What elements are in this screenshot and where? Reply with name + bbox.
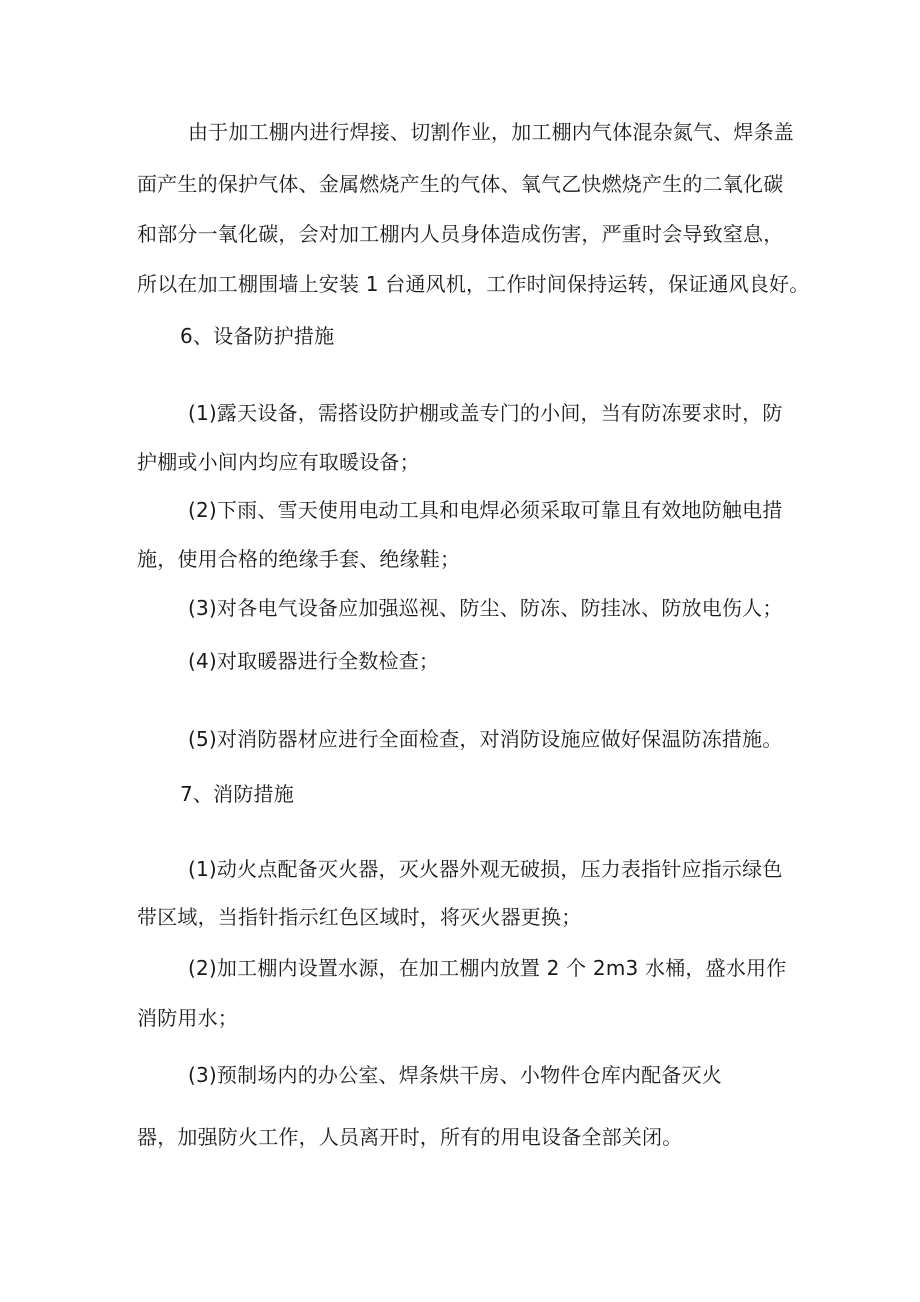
section-7-item-3-line-1: (3)预制场内的办公室、焊条烘干房、小物件仓库内配备灭火 bbox=[188, 1063, 722, 1087]
section-6-item-5: (5)对消防器材应进行全面检查，对消防设施应做好保温防冻措施。 bbox=[188, 727, 783, 751]
section-7-item-1-line-2: 带区域，当指针指示红色区域时，将灭火器更换； bbox=[137, 905, 582, 929]
intro-line-2: 面产生的保护气体、金属燃烧产生的气体、氧气乙快燃烧产生的二氧化碳 bbox=[137, 172, 784, 196]
section-7-item-2-line-1: (2)加工棚内设置水源，在加工棚内放置 2 个 2m3 水桶，盛水用作 bbox=[188, 956, 787, 980]
section-6-item-2-line-2: 施，使用合格的绝缘手套、绝缘鞋； bbox=[137, 547, 461, 571]
section-6-heading: 6、设备防护措施 bbox=[180, 324, 335, 348]
section-6-item-2-line-1: (2)下雨、雪天使用电动工具和电焊必须采取可靠且有效地防触电措 bbox=[188, 498, 783, 522]
section-7-item-2-line-2: 消防用水； bbox=[137, 1006, 238, 1030]
section-6-item-3: (3)对各电气设备应加强巡视、防尘、防冻、防挂冰、防放电伤人； bbox=[188, 596, 783, 620]
section-6-item-1-line-1: (1)露天设备，需搭设防护棚或盖专门的小间，当有防冻要求时，防 bbox=[188, 401, 783, 425]
section-6-item-4: (4)对取暖器进行全数检查； bbox=[188, 649, 440, 673]
intro-line-1: 由于加工棚内进行焊接、切割作业，加工棚内气体混杂氮气、焊条盖 bbox=[188, 120, 794, 144]
intro-line-3: 和部分一氧化碳，会对加工棚内人员身体造成伤害，严重时会导致窒息， bbox=[137, 222, 784, 246]
section-6-item-1-line-2: 护棚或小间内均应有取暖设备； bbox=[137, 450, 420, 474]
intro-line-4: 所以在加工棚围墙上安装 1 台通风机，工作时间保持运转，保证通风良好。 bbox=[137, 272, 810, 296]
section-7-item-1-line-1: (1)动火点配备灭火器，灭火器外观无破损，压力表指针应指示绿色 bbox=[188, 857, 783, 881]
section-7-heading: 7、消防措施 bbox=[180, 782, 294, 806]
section-7-item-3-line-2: 器，加强防火工作，人员离开时，所有的用电设备全部关闭。 bbox=[137, 1125, 683, 1149]
